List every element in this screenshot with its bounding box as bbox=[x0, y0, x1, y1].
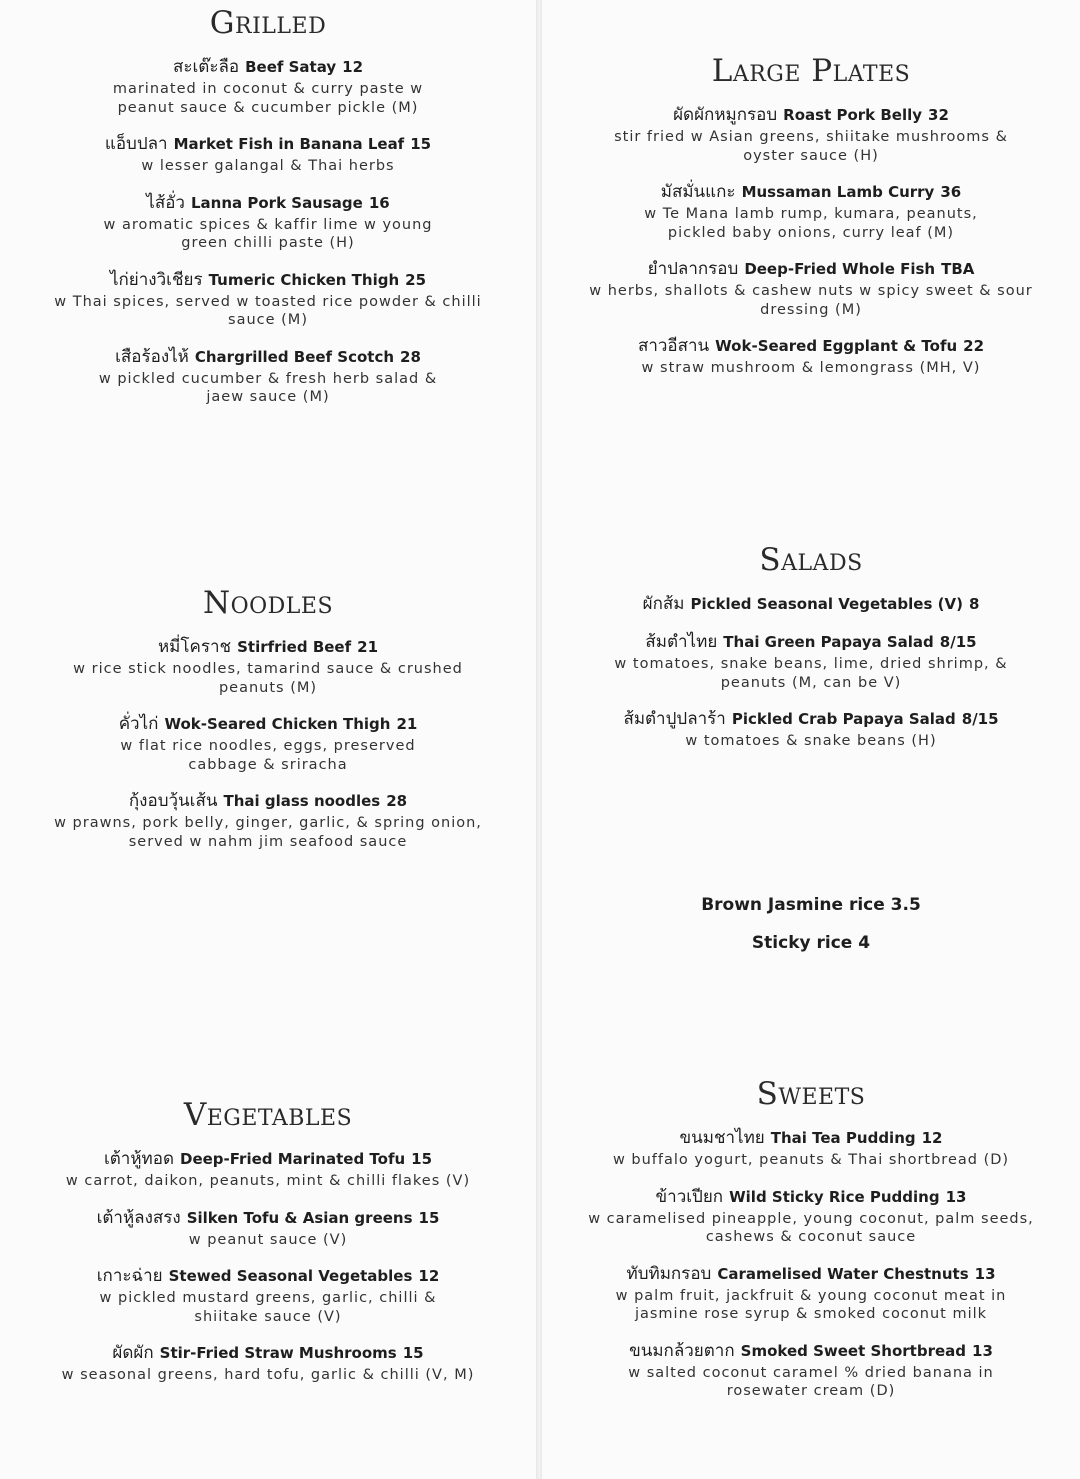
menu-item-title bbox=[0, 713, 536, 735]
price: 25 bbox=[405, 270, 427, 289]
price: 15 bbox=[411, 1150, 433, 1168]
menu-item-title bbox=[542, 1340, 1080, 1362]
menu-item-title bbox=[542, 1127, 1080, 1149]
price: 8/15 bbox=[939, 633, 977, 651]
dish-name: Tumeric Chicken Thigh bbox=[208, 270, 400, 289]
dish-description: w flat rice noodles, eggs, preserved cabbage & sriracha bbox=[120, 738, 416, 773]
price: 12 bbox=[342, 58, 364, 76]
section-large-plates bbox=[542, 52, 1080, 394]
menu-item bbox=[0, 1207, 536, 1250]
dish-name: Market Fish in Banana Leaf bbox=[173, 135, 405, 153]
thai-name: สาวอีสาน bbox=[637, 336, 710, 356]
thai-name: ไส้อั่ว bbox=[146, 192, 185, 213]
thai-name: ไก่ย่างวิเชียร bbox=[109, 269, 203, 290]
thai-name: กุ้งอบวุ้นเส้น bbox=[128, 791, 218, 811]
menu-item-title bbox=[0, 346, 536, 368]
price: 21 bbox=[357, 638, 379, 656]
price: TBA bbox=[941, 260, 975, 278]
menu-item-title bbox=[542, 1186, 1080, 1208]
menu-item-title bbox=[0, 269, 536, 291]
dish-description: w peanut sauce (V) bbox=[188, 1231, 348, 1248]
dish-name: Caramelised Water Chestnuts bbox=[717, 1264, 969, 1283]
dish-name: Thai Tea Pudding bbox=[770, 1129, 916, 1147]
menu-item-title bbox=[0, 56, 536, 78]
price: 16 bbox=[368, 193, 390, 212]
price: 13 bbox=[974, 1264, 996, 1283]
dish-description: marinated in coconut & curry paste w peanut sauce & cucumber pickle (M) bbox=[112, 81, 424, 116]
thai-name: คั่วไก่ bbox=[118, 714, 159, 734]
dish-name: Stir-Fried Straw Mushrooms bbox=[159, 1344, 397, 1362]
thai-name: เต้าหู้ทอด bbox=[103, 1149, 174, 1169]
thai-name: สะเต๊ะลือ bbox=[172, 57, 240, 77]
item-list bbox=[542, 593, 1080, 751]
price: 8/15 bbox=[961, 710, 999, 728]
menu-item-title bbox=[542, 1263, 1080, 1285]
dish-name: Mussaman Lamb Curry bbox=[741, 183, 935, 201]
price: 8 bbox=[968, 595, 980, 613]
section-rice bbox=[542, 886, 1080, 962]
menu-item-title bbox=[542, 593, 1080, 615]
menu-item bbox=[0, 636, 536, 697]
section-heading: Vegetables bbox=[183, 1097, 353, 1133]
thai-name: เกาะฉ่าย bbox=[96, 1266, 163, 1286]
menu-item bbox=[542, 1340, 1080, 1401]
section-heading: Salads bbox=[759, 542, 863, 578]
thai-name: ข้าวเปียก bbox=[655, 1186, 724, 1207]
price: 15 bbox=[402, 1344, 424, 1362]
menu-item-title bbox=[0, 1342, 536, 1364]
section-noodles bbox=[0, 584, 536, 867]
menu-item-title bbox=[0, 1265, 536, 1287]
section-heading: Sweets bbox=[756, 1076, 866, 1112]
price: 12 bbox=[921, 1129, 943, 1147]
price: 28 bbox=[400, 347, 421, 366]
thai-name: เต้าหู้ลงสรง bbox=[96, 1207, 181, 1228]
section-heading: Large Plates bbox=[711, 53, 911, 89]
price: 12 bbox=[418, 1267, 440, 1285]
menu-item-title bbox=[0, 1207, 536, 1229]
thai-name: หมี่โคราช bbox=[157, 637, 232, 657]
price: 36 bbox=[940, 183, 962, 201]
dish-description: w salted coconut caramel % dried banana in rosewater cream (D) bbox=[628, 1364, 994, 1399]
dish-description: w rice stick noodles, tamarind sauce & crushed peanuts (M) bbox=[73, 661, 463, 696]
dish-description: w prawns, pork belly, ginger, garlic, & spring onion, served w nahm jim seafood sauce bbox=[54, 815, 482, 850]
menu-item bbox=[0, 269, 536, 330]
price: 22 bbox=[963, 337, 985, 355]
thai-name: ผักส้ม bbox=[642, 594, 685, 614]
dish-description: w pickled cucumber & fresh herb salad & jaew sauce (M) bbox=[98, 370, 438, 405]
menu-item-title bbox=[0, 636, 536, 658]
dish-description: w tomatoes & snake beans (H) bbox=[685, 733, 937, 749]
menu-item bbox=[542, 708, 1080, 751]
menu-item-title bbox=[542, 631, 1080, 653]
item-list bbox=[0, 56, 536, 407]
menu-item bbox=[542, 258, 1080, 319]
dish-description: w carrot, daikon, peanuts, mint & chilli flakes (V) bbox=[65, 1173, 471, 1189]
item-list bbox=[542, 104, 1080, 378]
menu-item bbox=[542, 104, 1080, 165]
menu-item-title bbox=[542, 258, 1080, 280]
menu-item bbox=[542, 631, 1080, 692]
menu-item bbox=[542, 1263, 1080, 1324]
thai-name: ยำปลากรอบ bbox=[647, 259, 739, 279]
dish-name: Chargrilled Beef Scotch bbox=[194, 347, 395, 366]
menu-item bbox=[0, 133, 536, 176]
dish-description: w caramelised pineapple, young coconut, palm seeds, cashews & coconut sauce bbox=[588, 1210, 1034, 1245]
dish-name: Lanna Pork Sausage bbox=[190, 193, 363, 212]
menu-item-title bbox=[542, 104, 1080, 126]
item-list bbox=[542, 1127, 1080, 1401]
dish-name: Pickled Seasonal Vegetables (V) bbox=[690, 595, 963, 613]
menu-item bbox=[542, 1186, 1080, 1247]
thai-name: แอ็บปลา bbox=[104, 134, 168, 154]
section-grilled bbox=[0, 4, 536, 423]
price: 13 bbox=[945, 1187, 967, 1206]
menu-item bbox=[542, 593, 1080, 615]
dish-name: Roast Pork Belly bbox=[783, 106, 923, 124]
menu-item bbox=[0, 192, 536, 253]
menu-item bbox=[0, 346, 536, 407]
dish-name: Wild Sticky Rice Pudding bbox=[729, 1187, 940, 1206]
dish-name: Stirfried Beef bbox=[237, 638, 352, 656]
dish-description: w herbs, shallots & cashew nuts w spicy sweet & sour dressing (M) bbox=[589, 283, 1033, 318]
thai-name: มัสมั่นแกะ bbox=[660, 182, 736, 202]
brown-rice: Brown Jasmine rice 3.5 bbox=[701, 895, 921, 915]
thai-name: ขนมกล้วยตาก bbox=[629, 1340, 735, 1361]
dish-description: w lesser galangal & Thai herbs bbox=[141, 158, 395, 174]
menu-item-title bbox=[542, 708, 1080, 730]
menu-item-title bbox=[0, 133, 536, 155]
thai-name: ขนมชาไทย bbox=[679, 1128, 765, 1148]
dish-name: Deep-Fried Whole Fish bbox=[744, 260, 936, 278]
thai-name: ส้มตำปูปลาร้า bbox=[623, 709, 726, 729]
dish-name: Wok-Seared Chicken Thigh bbox=[164, 715, 391, 733]
dish-name: Thai glass noodles bbox=[223, 792, 381, 810]
thai-name: ส้มตำไทย bbox=[645, 632, 718, 652]
menu-item bbox=[0, 56, 536, 117]
section-vegetables bbox=[0, 1096, 536, 1401]
dish-description: w seasonal greens, hard tofu, garlic & chilli (V, M) bbox=[61, 1367, 475, 1383]
menu-item bbox=[0, 1265, 536, 1326]
price: 32 bbox=[928, 106, 949, 124]
thai-name: เสือร้องไห้ bbox=[115, 346, 189, 367]
dish-description: w aromatic spices & kaffir lime w young green chilli paste (H) bbox=[103, 216, 433, 251]
price: 15 bbox=[410, 135, 432, 153]
menu-item bbox=[542, 335, 1080, 378]
menu-item-title bbox=[542, 181, 1080, 203]
menu-item bbox=[0, 1148, 536, 1191]
dish-description: w palm fruit, jackfruit & young coconut meat in jasmine rose syrup & smoked coconut milk bbox=[615, 1287, 1007, 1322]
thai-name: ผัดผักหมูกรอบ bbox=[673, 105, 778, 125]
item-list bbox=[0, 1148, 536, 1385]
dish-name: Silken Tofu & Asian greens bbox=[186, 1208, 413, 1227]
menu-item bbox=[0, 790, 536, 851]
thai-name: ทับทิมกรอบ bbox=[626, 1263, 712, 1284]
dish-description: w Te Mana lamb rump, kumara, peanuts, pickled baby onions, curry leaf (M) bbox=[644, 206, 978, 241]
dish-name: Wok-Seared Eggplant & Tofu bbox=[715, 337, 958, 355]
dish-name: Smoked Sweet Shortbread bbox=[740, 1341, 967, 1360]
menu-item-title bbox=[0, 192, 536, 214]
dish-description: stir fried w Asian greens, shiitake mushrooms & oyster sauce (H) bbox=[614, 129, 1008, 164]
menu-item-title bbox=[0, 1148, 536, 1170]
menu-item bbox=[542, 1127, 1080, 1170]
price: 21 bbox=[396, 715, 418, 733]
sticky-rice: Sticky rice 4 bbox=[751, 933, 871, 953]
price: 15 bbox=[418, 1208, 440, 1227]
menu-item bbox=[0, 713, 536, 774]
thai-name: ผัดผัก bbox=[112, 1343, 154, 1363]
price: 13 bbox=[972, 1341, 993, 1360]
section-salads bbox=[542, 541, 1080, 767]
dish-description: w straw mushroom & lemongrass (MH, V) bbox=[641, 360, 981, 376]
menu-item-title bbox=[542, 335, 1080, 357]
dish-description: w pickled mustard greens, garlic, chilli & shiitake sauce (V) bbox=[99, 1290, 437, 1325]
dish-name: Beef Satay bbox=[245, 58, 337, 76]
dish-name: Thai Green Papaya Salad bbox=[723, 633, 934, 651]
dish-description: w buffalo yogurt, peanuts & Thai shortbread (D) bbox=[612, 1152, 1010, 1168]
section-sweets bbox=[542, 1075, 1080, 1417]
menu-item bbox=[542, 181, 1080, 242]
section-heading: Grilled bbox=[209, 5, 327, 41]
item-list bbox=[0, 636, 536, 851]
dish-description: w tomatoes, snake beans, lime, dried shrimp, & peanuts (M, can be V) bbox=[614, 656, 1008, 691]
dish-name: Stewed Seasonal Vegetables bbox=[168, 1267, 413, 1285]
menu-item-title bbox=[0, 790, 536, 812]
section-heading: Noodles bbox=[202, 585, 334, 621]
dish-description: w Thai spices, served w toasted rice powder & chilli sauce (M) bbox=[54, 293, 482, 328]
price: 28 bbox=[386, 792, 408, 810]
dish-name: Deep-Fried Marinated Tofu bbox=[180, 1150, 406, 1168]
dish-name: Pickled Crab Papaya Salad bbox=[731, 710, 956, 728]
menu-item bbox=[0, 1342, 536, 1385]
